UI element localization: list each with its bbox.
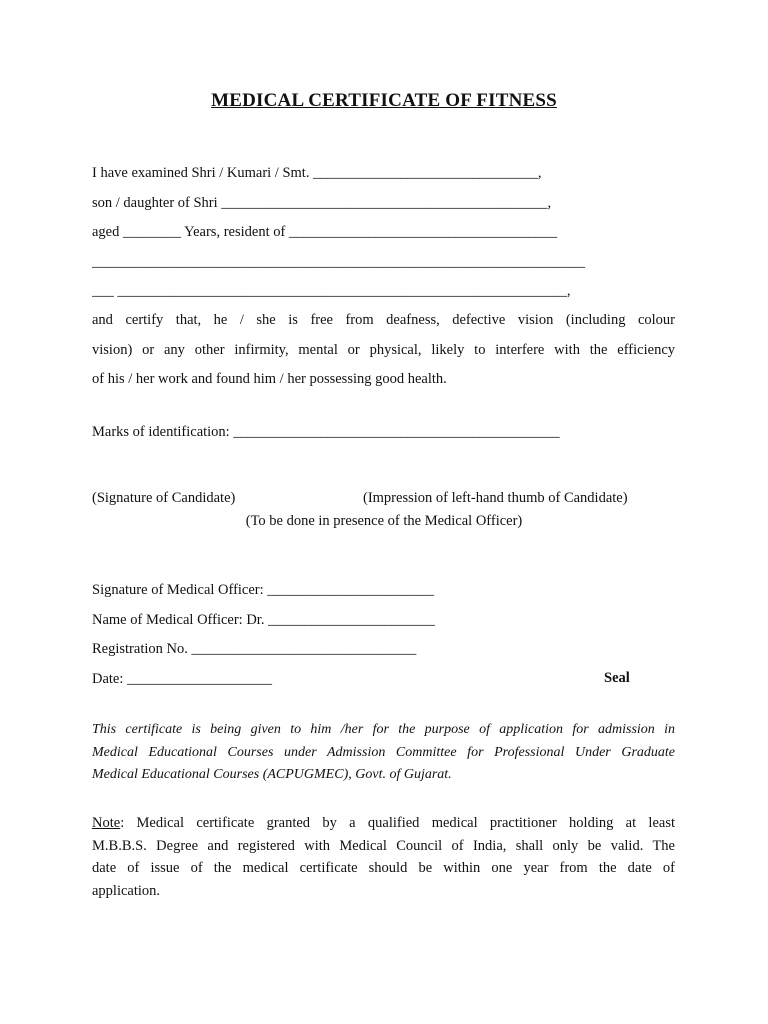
note-line-2: M.B.B.S. Degree and registered with Medical Council of India, shall only be valid. The (92, 837, 675, 854)
officer-signature-line: Signature of Medical Officer: _______________________ (92, 582, 435, 598)
purpose-line-1: This certificate is being given to him /her for the purpose of application for admission in (92, 722, 675, 737)
address-line-2: ___ ______________________________________________________________, (92, 283, 571, 299)
note-line-3: date of issue of the medical certificate should be within one year from the date of (92, 860, 675, 876)
document-title (0, 90, 768, 112)
candidate-signature-label: (Signature of Candidate) (92, 490, 236, 506)
note-paragraph (92, 812, 675, 902)
son-daughter-line: son / daughter of Shri _____________________________________________, (92, 195, 552, 211)
purpose-paragraph (92, 719, 675, 787)
officer-name-line: Name of Medical Officer: Dr. _______________________ (92, 612, 435, 628)
marks-of-identification-line: Marks of identification: _____________________________________________ (92, 424, 560, 440)
certify-line-3: of his / her work and found him / her possessing good health. (92, 371, 447, 387)
certify-paragraph (92, 306, 675, 395)
note-line-1 (92, 812, 675, 835)
note-line-4: application. (92, 882, 161, 899)
thumb-impression-label: (Impression of left-hand thumb of Candidate) (363, 490, 628, 506)
certify-line-1: and certify that, he / she is free from deafness, defective vision (including colour (92, 312, 675, 328)
document-title-text: MEDICAL CERTIFICATE OF FITNESS (211, 90, 557, 111)
purpose-line-3: Medical Educational Courses (ACPUGMEC), Govt. of Gujarat. (92, 767, 452, 782)
purpose-line-2: Medical Educational Courses under Admission Committee for Professional Under Graduate (92, 744, 675, 760)
date-line: Date: ____________________ (92, 671, 273, 687)
certify-line-2: vision) or any other infirmity, mental or physical, likely to interfere with the efficiency (92, 341, 675, 358)
examined-line: I have examined Shri / Kumari / Smt. _______________________________, (92, 165, 542, 181)
aged-resident-line: aged ________ Years, resident of _____________________________________ (92, 224, 558, 240)
note-line-1-text: : Medical certificate granted by a qualified medical practitioner holding at least (120, 815, 675, 831)
presence-note: (To be done in presence of the Medical Officer) (245, 513, 523, 529)
address-line-1: ____________________________________________________________________ (92, 254, 585, 270)
seal-label: Seal (604, 670, 630, 686)
registration-number-line: Registration No. _______________________________ (92, 641, 417, 657)
note-label: Note (92, 815, 121, 831)
